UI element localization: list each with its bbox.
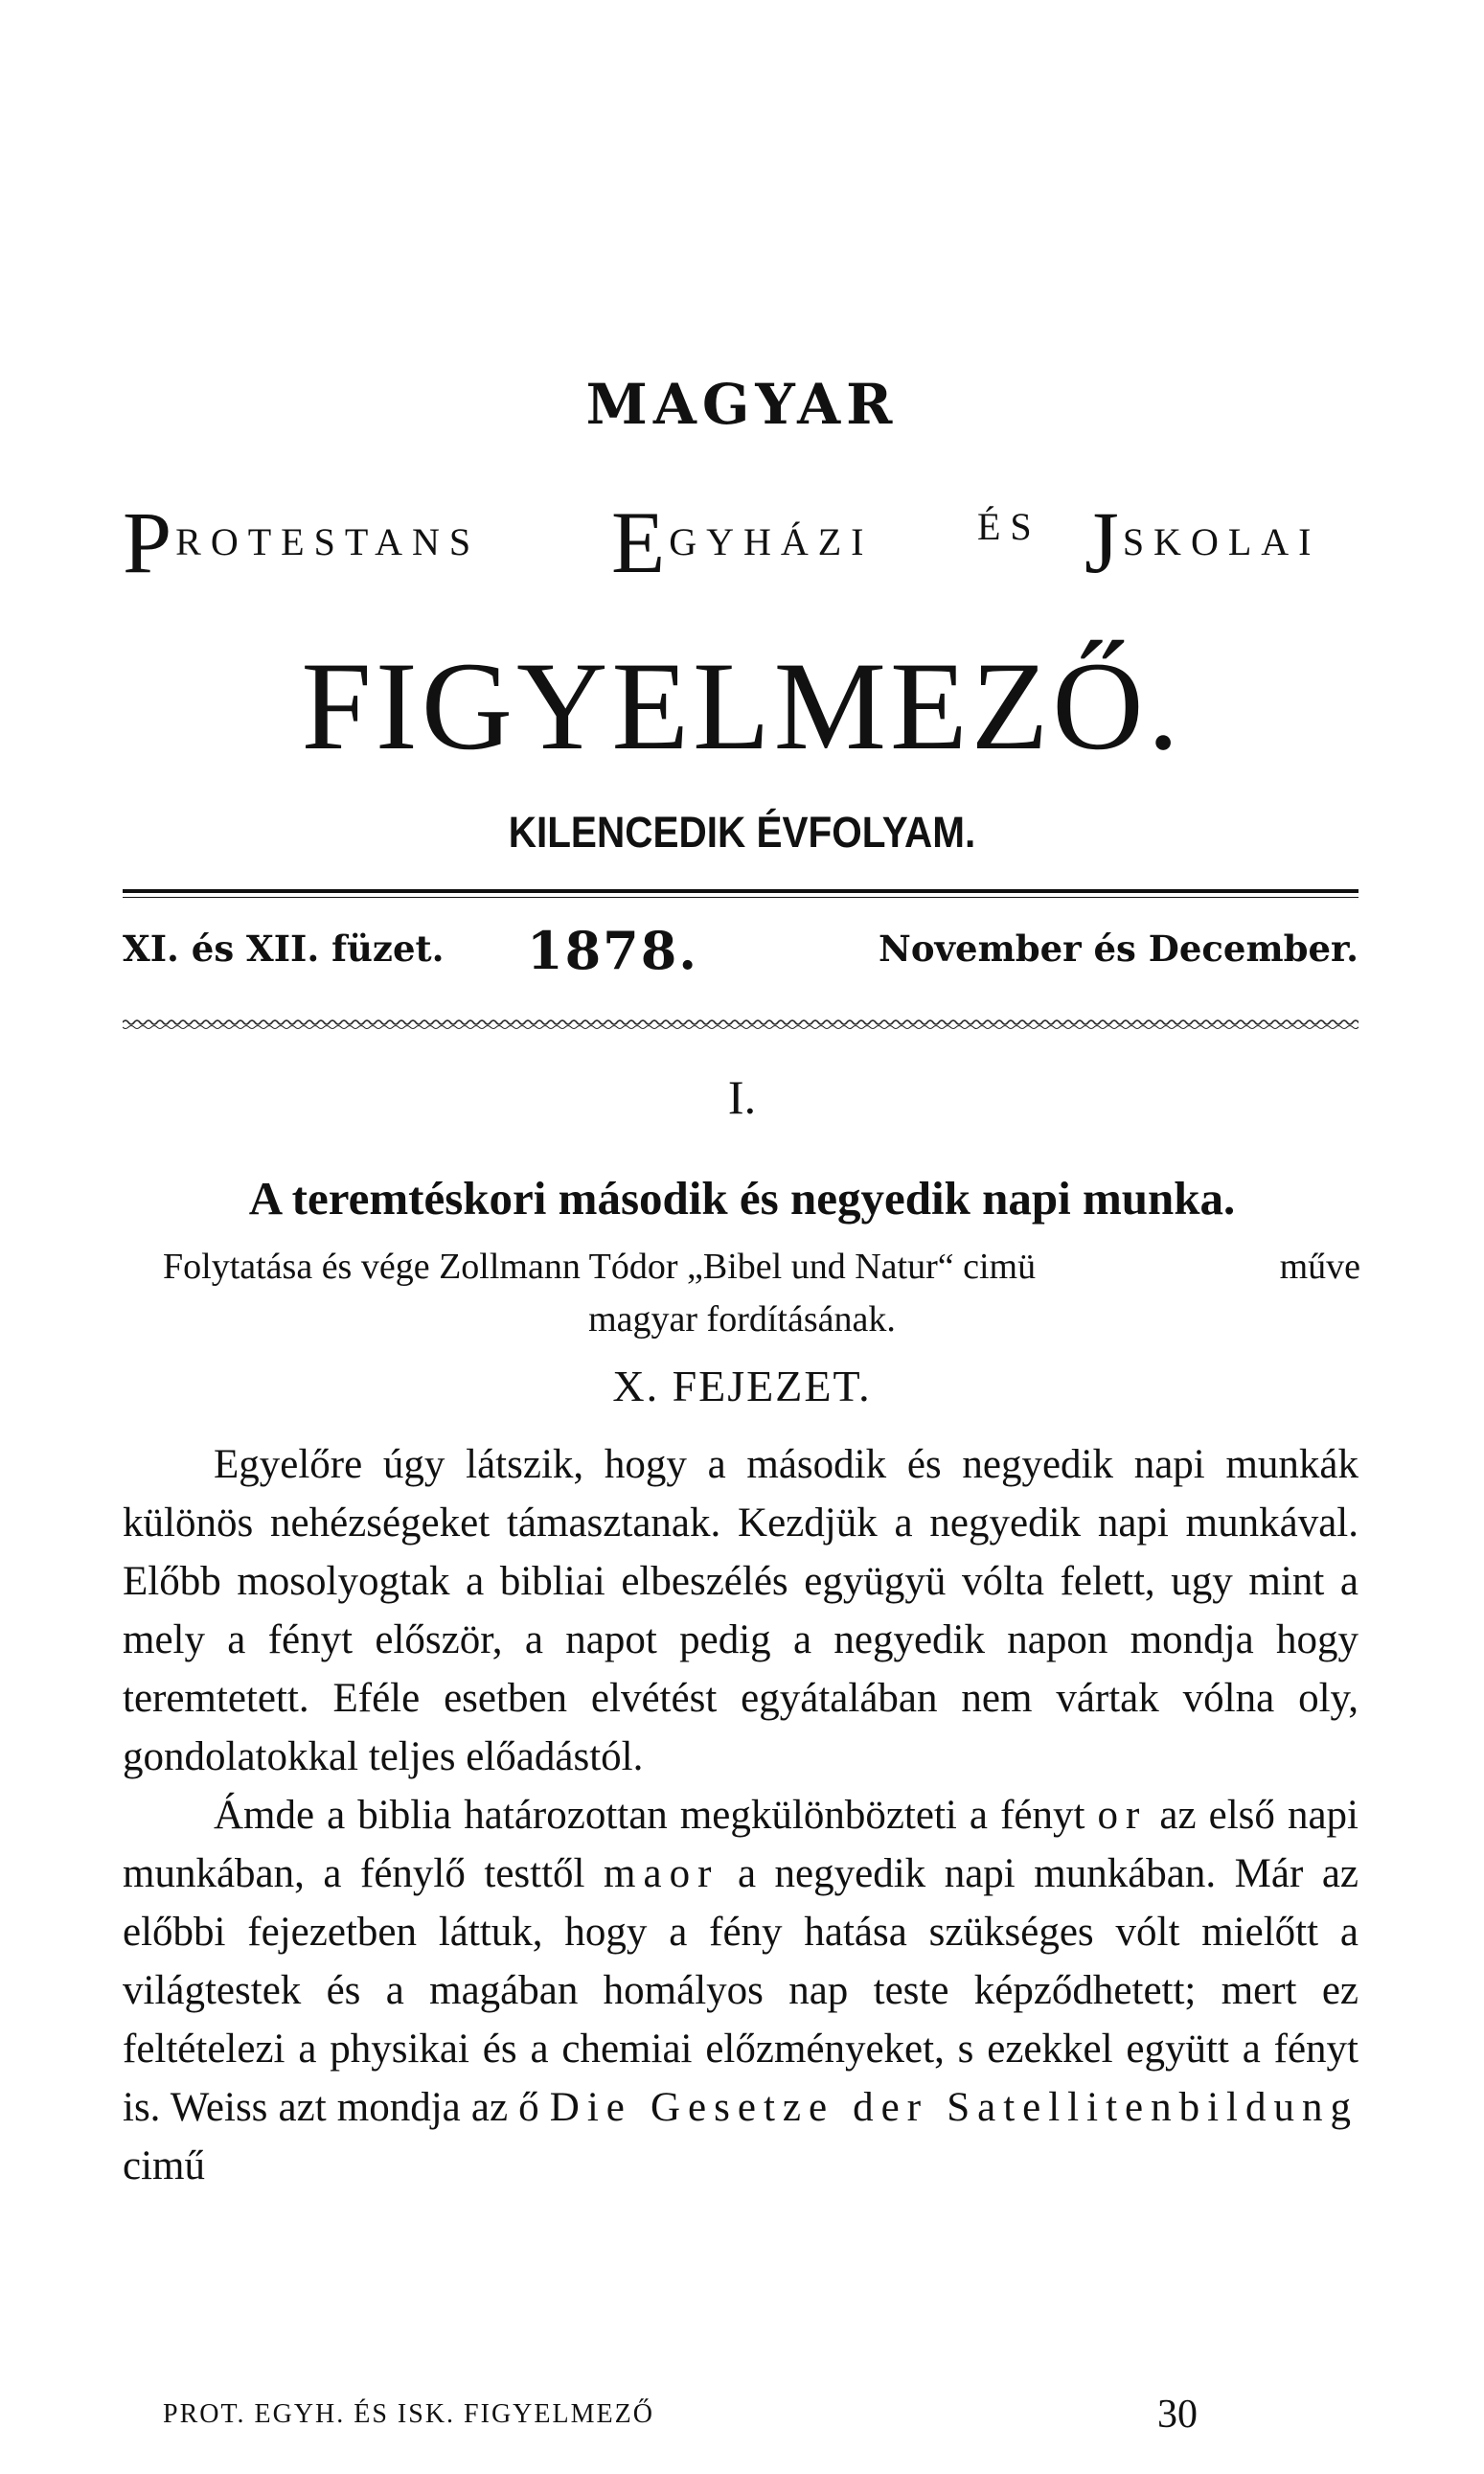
issue-year: 1878. bbox=[527, 920, 699, 981]
article-subtitle-text: Folytatása és vége Zollmann Tódor „Bibel und Natur“ cimü bbox=[163, 1247, 1037, 1287]
issue-line bbox=[123, 920, 1358, 985]
article-subtitle-line2: magyar fordításának. bbox=[588, 1299, 896, 1340]
subtitle-rest: ROTESTANS bbox=[175, 520, 481, 563]
signature-mark: 30 bbox=[1157, 2393, 1198, 2437]
header-rule-thick bbox=[123, 889, 1358, 893]
subtitle-word-iskolai bbox=[1084, 487, 1321, 591]
paragraph-1: Egyelőre úgy látszik, hogy a második és negyedik napi munkák különös nehézségeket támasztanak. Kezdjük a negyedik napi munkával. Előbb mosolyogtak a bibliai elbeszélés együgyü vólta felett, ugy mint a mely a fényt először, a napot pedig a negyedik napon mondja hogy teremtetett. Eféle esetben elvétést egyátalában nem vártak vólna oly, gondolatokkal teljes előadástól. bbox=[123, 1442, 1358, 1779]
book-title: Die Gesetze der Satellitenbildung bbox=[549, 2085, 1358, 2130]
paragraph-2-text-a: Ámde a biblia határozottan megkülönbözteti a fényt bbox=[214, 1793, 1085, 1838]
page-footer bbox=[163, 2392, 1198, 2440]
paragraph-2 bbox=[123, 1786, 1358, 2195]
wavy-divider bbox=[123, 1018, 1358, 1031]
subtitle-initial: J bbox=[1084, 493, 1119, 591]
paragraph-2-text-c: a negyedik napi munkában. Már az előbbi fejezetben láttuk, hogy a fény hatása szükséges vólt mielőtt a világtestek és a magában homályos nap teste képződhetett; mert ez feltételezi a physikai és a chemiai előzményeket, s ezekkel együtt a fényt is. Weiss azt mondja az ő bbox=[123, 1851, 1358, 2130]
issue-months: November és December. bbox=[879, 928, 1358, 970]
header-rule-thin bbox=[123, 897, 1358, 898]
hebrew-term-maor: maor bbox=[604, 1851, 719, 1896]
running-title: PROT. EGYH. ÉS ISK. FIGYELMEZŐ bbox=[163, 2399, 654, 2429]
hebrew-term-or: or bbox=[1097, 1793, 1148, 1838]
masthead-title: FIGYELMEZŐ. bbox=[301, 635, 1183, 776]
article-title: A teremtéskori második és negyedik napi munka. bbox=[248, 1172, 1236, 1225]
article-body bbox=[123, 1435, 1358, 2195]
subtitle-word-protestans bbox=[123, 487, 481, 591]
masthead-magyar: MAGYAR bbox=[585, 372, 899, 437]
masthead-subtitle bbox=[123, 487, 1358, 591]
article-subtitle-line1 bbox=[163, 1246, 1360, 1288]
subtitle-initial: P bbox=[123, 493, 172, 591]
article-number: I. bbox=[727, 1070, 757, 1124]
subtitle-word-es bbox=[977, 504, 1041, 549]
volume-label: KILENCEDIK ÉVFOLYAM. bbox=[508, 808, 976, 857]
paragraph-2-text-d: cimű bbox=[123, 2143, 205, 2188]
article-subtitle-word: műve bbox=[1279, 1247, 1360, 1287]
subtitle-rest: ÉS bbox=[977, 505, 1041, 548]
issue-number: XI. és XII. füzet. bbox=[123, 928, 445, 970]
subtitle-word-egyhazi bbox=[611, 487, 874, 591]
subtitle-initial: E bbox=[611, 493, 666, 591]
paragraph-2-text-b: az első napi munkában, a fénylő testtől bbox=[123, 1793, 1359, 1896]
subtitle-rest: SKOLAI bbox=[1122, 520, 1321, 563]
chapter-heading: X. FEJEZET. bbox=[612, 1362, 872, 1410]
subtitle-rest: GYHÁZI bbox=[669, 520, 874, 563]
